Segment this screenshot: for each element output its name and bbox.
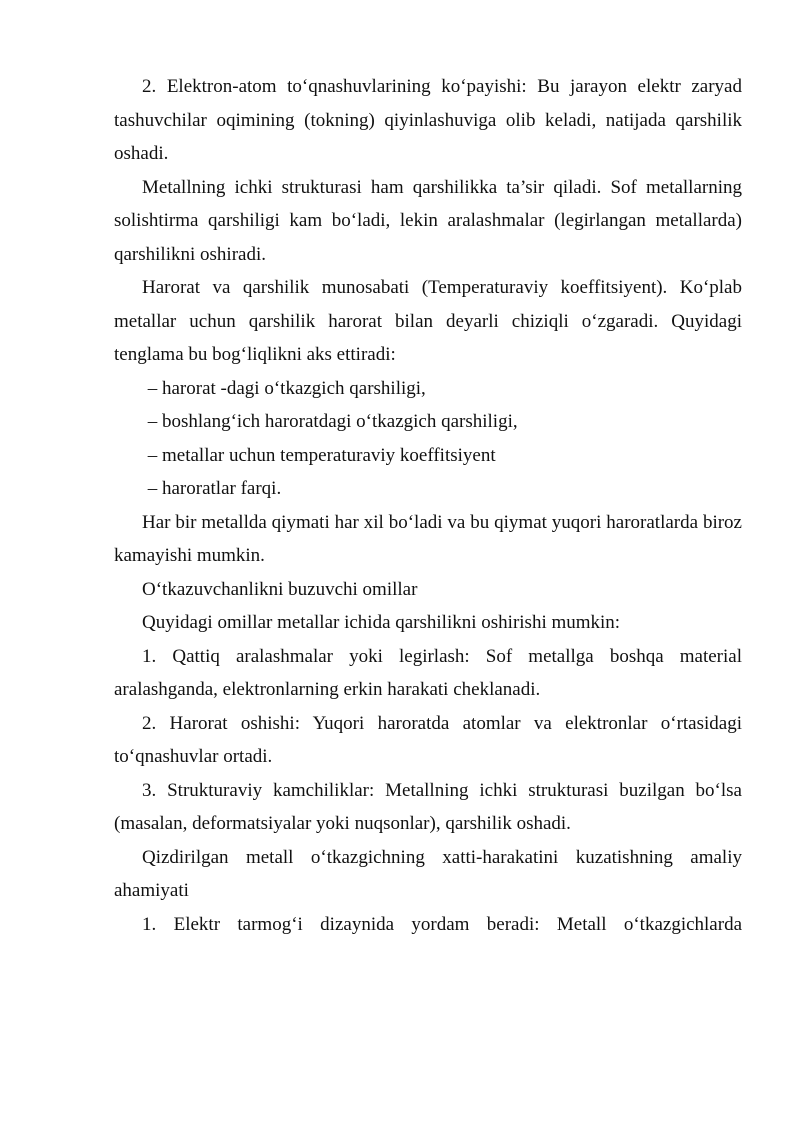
list-item-alloying: 1. Qattiq aralashmalar yoki legirlash: Sof metallga boshqa material aralashganda, elektronlarning erkin harakati cheklanadi. [114, 645, 742, 700]
paragraph-internal-structure: Metallning ichki strukturasi ham qarshilikka ta’sir qiladi. Sof metallarning solishtirma qarshiligi kam bo‘ladi, lekin aralashmalar (legirlangan metallarda) qarshilikni oshiradi. [114, 176, 742, 265]
definition-line-resistance-at-t: – harorat -dagi o‘tkazgich qarshiligi, [143, 377, 426, 399]
section-heading-practical-importance: Qizdirilgan metall o‘tkazgichning xatti-harakatini kuzatishning amaliy ahamiyati [114, 846, 742, 901]
paragraph-collisions: 2. Elektron-atom to‘qnashuvlarining ko‘payishi: Bu jarayon elektr zaryad tashuvchilar oqimining (tokning) qiyinlashuviga olib keladi, natijada qarshilik oshadi. [114, 76, 742, 164]
list-item-structural-defects: 3. Strukturaviy kamchiliklar: Metallning ichki strukturasi buzilgan bo‘lsa (masalan, deformatsiyalar yoki nuqsonlar), qarshilik oshadi. [114, 779, 742, 834]
list-item-temperature-rise: 2. Harorat oshishi: Yuqori haroratda atomlar va elektronlar o‘rtasidagi to‘qnashuvlar ortadi. [114, 712, 742, 767]
definition-line-coefficient: – metallar uchun temperaturaviy koeffitsiyent [143, 444, 496, 466]
paragraph-coefficient-varies: Har bir metallda qiymati har xil bo‘ladi va bu qiymat yuqori haroratlarda biroz kamayishi mumkin. [114, 511, 742, 566]
document-page [114, 70, 742, 941]
list-item-network-design: 1. Elektr tarmog‘i dizaynida yordam beradi: Metall o‘tkazgichlarda [142, 913, 742, 935]
definition-line-temperature-difference: – haroratlar farqi. [143, 478, 282, 499]
paragraph-temperature-relation: Harorat va qarshilik munosabati (Temperaturaviy koeffitsiyent). Ko‘plab metallar uchun qarshilik harorat bilan deyarli chiziqli o‘zgaradi. Quyidagi tenglama bu bog‘liqlikni aks ettiradi: [114, 277, 742, 365]
paragraph-factors-intro: Quyidagi omillar metallar ichida qarshilikni oshirishi mumkin: [142, 612, 621, 633]
definition-line-initial-resistance: – boshlang‘ich haroratdagi o‘tkazgich qarshiligi, [143, 411, 518, 432]
section-heading-factors: O‘tkazuvchanlikni buzuvchi omillar [142, 578, 418, 600]
